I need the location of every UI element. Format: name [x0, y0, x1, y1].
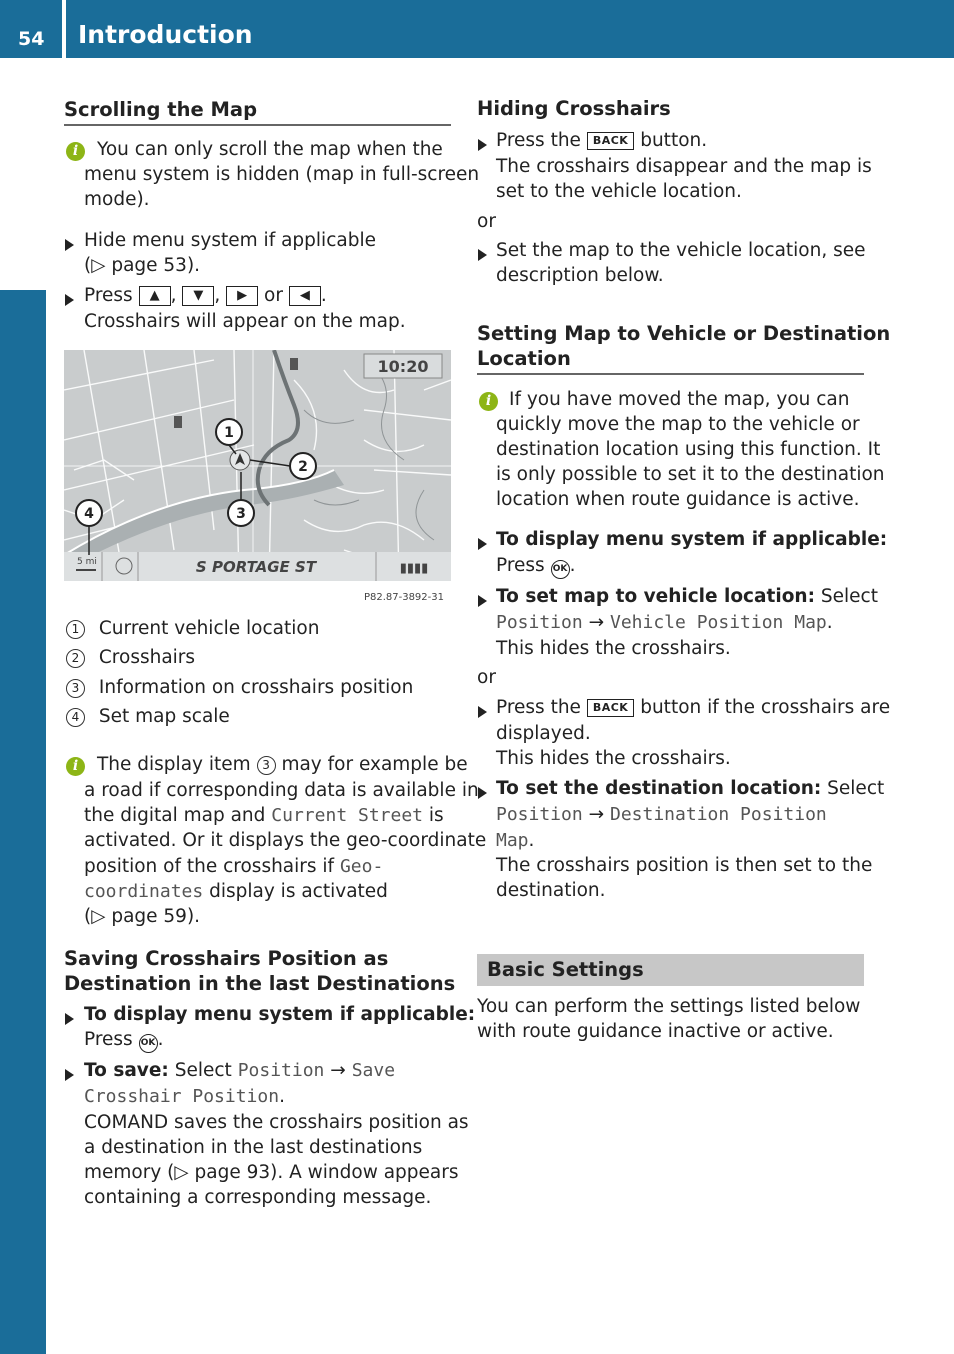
select-label: Select [827, 778, 885, 799]
info-text-part: is [428, 805, 444, 826]
step-text: displayed. [496, 723, 591, 744]
info-text-part: display is activated [209, 881, 388, 902]
step-bullet-icon [65, 290, 74, 311]
step-bullet-icon [478, 135, 487, 156]
info-text [97, 752, 468, 777]
select-label: Select [174, 1060, 232, 1081]
step-text-part: button if the crosshairs are [640, 697, 891, 718]
comma: , [170, 285, 177, 306]
press-label: Press [84, 285, 133, 306]
step-bullet-icon [65, 235, 74, 256]
step-text [496, 584, 878, 609]
map-time: 10:20 [377, 357, 429, 376]
back-button-icon: BACK [587, 699, 635, 717]
body-text: You can perform the settings listed below [477, 996, 861, 1017]
legend-item [66, 616, 319, 641]
period: . [157, 1029, 164, 1050]
step-text: This hides the crosshairs. [496, 638, 731, 659]
map-scale-label: 5 mi [77, 557, 97, 567]
button-word: button. [640, 130, 708, 151]
step-text [496, 828, 534, 853]
menu-term-crosshair-position: Crosshair Position [84, 1086, 280, 1107]
or-word: or [477, 211, 496, 232]
legend-number: 4 [66, 708, 85, 727]
heading-rule [64, 124, 451, 126]
ok-button-icon: OK [551, 560, 570, 579]
legend-item [66, 675, 413, 700]
info-text: You can only scroll the map when the [97, 139, 443, 160]
step-text [84, 1058, 395, 1083]
arrow: → [588, 804, 605, 825]
info-text: If you have moved the map, you can [509, 389, 850, 410]
info-text-part: The display item [97, 754, 251, 775]
info-text: menu system is hidden (map in full-screen [84, 164, 480, 185]
step-bold: To set map to vehicle location: [496, 586, 815, 607]
menu-term-map: Map [496, 830, 529, 851]
arrow: → [588, 612, 605, 633]
display-term-current-street: Current Street [271, 805, 424, 826]
step-text: a destination in the last destinations [84, 1137, 423, 1158]
period: . [320, 285, 327, 306]
step-text [496, 776, 884, 801]
step-bold: To save: [84, 1060, 169, 1081]
heading-setting-map: Setting Map to Vehicle or Destination [477, 322, 891, 345]
press-label: Press the [496, 130, 581, 151]
info-text-part: position of the crosshairs if [84, 856, 335, 877]
info-text: is only possible to set it to the destination [496, 464, 885, 485]
figure-code: P82.87-3892-31 [363, 592, 444, 603]
heading-hiding-crosshairs: Hiding Crosshairs [477, 97, 671, 120]
step-text: (▷ page 53). [84, 255, 201, 276]
info-text: location when route guidance is active. [496, 489, 860, 510]
left-arrow-key: ◀ [289, 286, 321, 306]
step-text [496, 128, 707, 153]
display-item-number: 3 [257, 756, 276, 775]
heading-basic-settings: Basic Settings [487, 958, 644, 981]
step-result: Crosshairs will appear on the map. [84, 311, 406, 332]
page-number: 54 [18, 28, 45, 50]
legend-text: Current vehicle location [98, 618, 320, 639]
step-bullet-icon [65, 1009, 74, 1030]
step-text: description below. [496, 265, 664, 286]
step-text [84, 1027, 163, 1053]
legend-item [66, 645, 195, 670]
step-text: This hides the crosshairs. [496, 748, 731, 769]
step-bullet-icon [478, 702, 487, 723]
callout-2: 2 [298, 459, 308, 475]
press-label: Press the [496, 697, 581, 718]
menu-term-vehicle-position-map: Vehicle Position Map [610, 612, 827, 633]
legend-text: Crosshairs [98, 647, 196, 668]
info-text [84, 803, 444, 828]
step-text [496, 553, 575, 579]
step-text [496, 610, 833, 635]
step-bullet-icon [478, 591, 487, 612]
heading-rule [477, 373, 864, 375]
step-text: The crosshairs position is then set to the [496, 855, 873, 876]
step-bullet-icon [478, 245, 487, 266]
step-press-keys [84, 283, 327, 308]
step-bullet-icon [478, 534, 487, 555]
menu-term-position: Position [237, 1060, 325, 1081]
step-bold: To display menu system if applicable: [84, 1004, 476, 1025]
step-text [496, 802, 827, 827]
step-text: destination. [496, 880, 606, 901]
header-separator [62, 0, 66, 58]
legend-number: 1 [66, 620, 85, 639]
info-text: quickly move the map to the vehicle or [496, 414, 860, 435]
body-text: with route guidance inactive or active. [477, 1021, 834, 1042]
callout-3: 3 [236, 506, 246, 522]
heading-saving-crosshairs: Saving Crosshairs Position as [64, 947, 389, 970]
back-button-icon: BACK [587, 132, 635, 150]
step-text: COMAND saves the crosshairs position as [84, 1112, 469, 1133]
legend-number: 2 [66, 649, 85, 668]
menu-term-save: Save [351, 1060, 396, 1081]
press-label: Press [496, 555, 545, 576]
info-text: (▷ page 59). [84, 906, 201, 927]
menu-term-destination-position: Destination Position [610, 804, 827, 825]
info-text [84, 854, 383, 879]
heading-setting-map: Location [477, 347, 571, 370]
menu-term-position: Position [496, 804, 583, 825]
up-arrow-key: ▲ [139, 286, 171, 306]
step-text: Hide menu system if applicable [84, 230, 376, 251]
menu-term-position: Position [496, 612, 583, 633]
step-text: Set the map to the vehicle location, see [496, 240, 866, 261]
step-text [84, 1084, 285, 1109]
info-icon: i [66, 754, 85, 776]
step-text: set to the vehicle location. [496, 181, 742, 202]
info-icon: i [479, 389, 498, 411]
period: . [826, 612, 833, 633]
step-bullet-icon [65, 1065, 74, 1086]
info-text: mode). [84, 189, 150, 210]
map-battery-icon: ▮▮▮▮ [399, 561, 429, 576]
info-text: a road if corresponding data is available in [84, 780, 479, 801]
info-text: destination location using this function. It [496, 439, 881, 460]
info-icon: i [66, 139, 85, 161]
heading-scrolling-map: Scrolling the Map [64, 98, 258, 121]
ok-button-icon: OK [139, 1034, 158, 1053]
navigation-map-figure [64, 350, 451, 604]
info-text-part: the digital map and [84, 805, 266, 826]
or-word: or [477, 667, 496, 688]
step-bullet-icon [478, 783, 487, 804]
select-label: Select [820, 586, 878, 607]
step-bold: To set the destination location: [496, 778, 822, 799]
info-text-part: may for example be [281, 754, 468, 775]
or-word: or [264, 285, 283, 306]
step-text: memory (▷ page 93). A window appears [84, 1162, 459, 1183]
period: . [569, 555, 576, 576]
info-text [84, 879, 388, 904]
step-bold: To display menu system if applicable: [496, 529, 888, 550]
display-term-geo: Geo- [339, 856, 384, 877]
side-tab [0, 290, 46, 1354]
legend-text: Set map scale [98, 706, 230, 727]
callout-1: 1 [224, 425, 234, 441]
comma: , [214, 285, 221, 306]
arrow: → [330, 1060, 346, 1081]
heading-saving-crosshairs: Destination in the last Destinations [64, 972, 456, 995]
section-title: Introduction [78, 20, 253, 49]
legend-item [66, 704, 230, 729]
display-term-coordinates: coordinates [84, 881, 204, 902]
callout-4: 4 [84, 506, 94, 522]
period: . [279, 1086, 285, 1107]
map-street-name: S PORTAGE ST [195, 558, 317, 576]
info-text: activated. Or it displays the geo-coordinate [84, 830, 487, 851]
press-label: Press [84, 1029, 133, 1050]
period: . [528, 830, 535, 851]
legend-number: 3 [66, 679, 85, 698]
step-text: containing a corresponding message. [84, 1187, 432, 1208]
right-arrow-key: ▶ [226, 286, 258, 306]
step-text: The crosshairs disappear and the map is [496, 156, 872, 177]
legend-text: Information on crosshairs position [98, 677, 414, 698]
step-text [496, 695, 890, 720]
down-arrow-key: ▼ [182, 286, 214, 306]
